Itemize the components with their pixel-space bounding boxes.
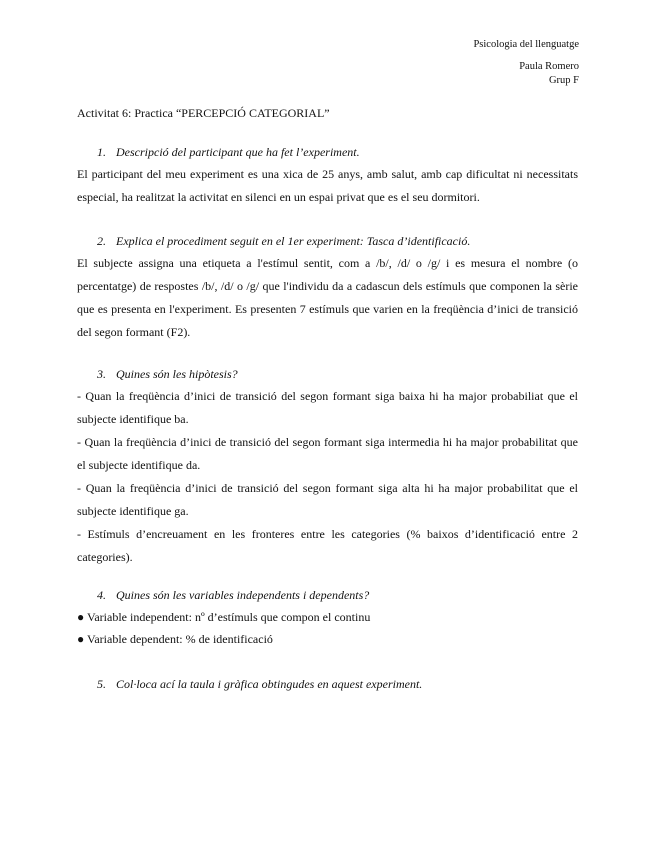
hypothesis-item: - Quan la freqüència d’inici de transició del segon formant siga baixa hi ha major probabiliat que el subjecte identifique ba. <box>77 389 578 426</box>
question-text: Col·loca ací la taula i gràfica obtingudes en aquest experiment. <box>116 677 423 691</box>
hypothesis-item: - Quan la freqüència d’inici de transició del segon formant siga alta hi ha major probabilitat que el subjecte identifique ga. <box>77 481 578 518</box>
variable-independent-item <box>77 610 370 625</box>
hypothesis-list <box>77 385 578 569</box>
header-author: Paula Romero <box>519 61 579 72</box>
question-text: Quines són les variables independents i dependents? <box>116 588 370 602</box>
hypothesis-item: - Estímuls d’encreuament en les fronteres entre les categories (% baixos d’identificació entre 2 categories). <box>77 527 578 564</box>
question-number: 1. <box>97 145 106 159</box>
document-title: Activitat 6: Practica “PERCEPCIÓ CATEGORIAL” <box>77 106 330 120</box>
variable-dependent-item <box>77 632 273 647</box>
question-text: Quines són les hipòtesis? <box>116 367 238 381</box>
question-number: 5. <box>97 677 106 691</box>
question-3-heading <box>97 367 238 382</box>
question-number: 3. <box>97 367 106 381</box>
bullet-icon: ● <box>77 610 85 624</box>
answer-2-paragraph: El subjecte assigna una etiqueta a l'estímul sentit, com a /b/, /d/ o /g/ i es mesura el nombre (o percentatge) de respostes /b/, /d/ o /g/ que l'individu da a cadascun dels estímuls que componen la sèrie que es presenta en l'experiment. Es presenten 7 estímuls que varien en la freqüència d’inici de transició del segon formant (F2). <box>77 256 578 339</box>
header-course: Psicologia del llenguatge <box>473 39 579 50</box>
bullet-text: Variable dependent: % de identificació <box>87 632 273 646</box>
question-2-heading <box>97 234 470 249</box>
answer-1-paragraph: El participant del meu experiment es una xica de 25 anys, amb salut, amb cap dificultat ni necessitats especial, ha realitzat la activitat en silenci en un espai privat que es el seu dormitori. <box>77 167 578 204</box>
header-group: Grup F <box>548 75 579 86</box>
bullet-icon: ● <box>77 632 85 646</box>
question-5-heading <box>97 677 422 692</box>
bullet-text: Variable independent: nº d’estímuls que compon el continu <box>87 610 371 624</box>
question-text: Descripció del participant que ha fet l’experiment. <box>116 145 360 159</box>
question-number: 2. <box>97 234 106 248</box>
question-text: Explica el procediment seguit en el 1er experiment: Tasca d’identificació. <box>116 234 471 248</box>
question-1-heading <box>97 145 360 160</box>
question-number: 4. <box>97 588 106 602</box>
question-4-heading <box>97 588 369 603</box>
hypothesis-item: - Quan la freqüència d’inici de transició del segon formant siga intermedia hi ha major probabilitat que el subjecte identifique da. <box>77 435 578 472</box>
